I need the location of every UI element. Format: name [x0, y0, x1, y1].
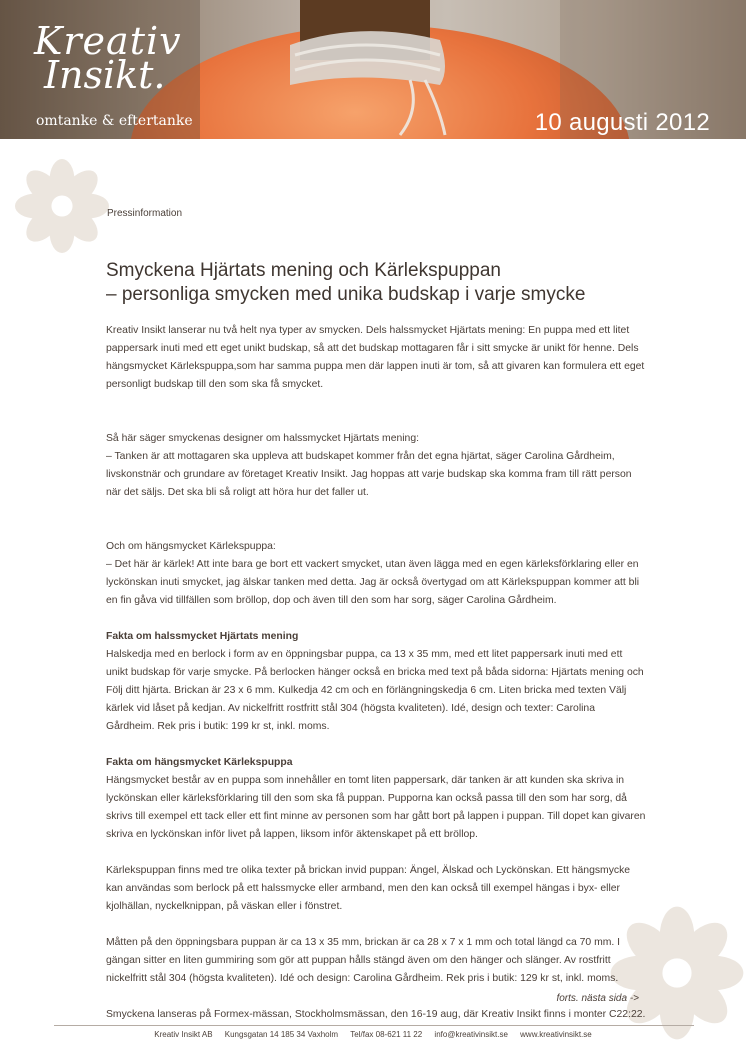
date: 10 augusti 2012: [534, 109, 710, 136]
paragraph-text: Kärlekspuppan finns med tre olika texter på brickan invid puppan: Ängel, Älskad och Lyckönskan. Ett hängsmycke kan användas som berlock på ett halssmycke eller armband, men den kan också till exempel hängas i byx- eller kjolhällan, nyckelknippan, på väskan eller i fönstret.: [106, 865, 631, 912]
paragraph: [106, 862, 646, 916]
title-line2: – personliga smycken med unika budskap i varje smycke: [106, 284, 586, 305]
footer-address: Kungsgatan 14 185 34 Vaxholm: [224, 1030, 339, 1039]
paragraph: [106, 754, 646, 844]
footer: [0, 1030, 746, 1039]
footer-web[interactable]: www.kreativinsikt.se: [520, 1030, 592, 1039]
paragraph-text: Och om hängsmycket Kärlekspuppa: – Det här är kärlek! Att inte bara ge bort ett vackert smycket, utan även lägga med en egen kärleksförklaring eller en lyckönskan inuti smycket, jag älskar tanken med detta. Jag är också övertygad om att Kärlekspuppan kommer att bli en fin gåva vid tillfällen som bröllop, dop och även till den som har sorg, säger Carolina Gårdheim.: [106, 541, 640, 606]
page-title: [106, 259, 585, 307]
paragraph-text: Så här säger smyckenas designer om halssmycket Hjärtats mening: – Tanken är att mottagaren ska uppleva att budskapet kommer från det egna hjärtat, säger Carolina Gårdheim, livskonstnär och grundare av företaget Kreativ Insikt. Jag hoppas att varje budskap ska komma fram till rätt person när det säljs. Det ska bli så roligt att höra hur det faller ut.: [106, 433, 632, 498]
continued-note: forts. nästa sida ->: [556, 993, 639, 1004]
section-heading: Fakta om hängsmycket Kärlekspuppa: [106, 757, 293, 768]
paragraph-text: Måtten på den öppningsbara puppan är ca 13 x 35 mm, brickan är ca 28 x 7 x 1 mm och total längd ca 70 mm. I gängan sitter en liten gummiring som gör att puppan hålls stängd även om den hänger och slänger. Av rostfritt nickelfritt stål 304 (högsta kvaliteten). Idé och design: Carolina Gårdheim. Rek pris i butik: 129 kr st, inkl. moms.: [106, 937, 621, 984]
title-line1: Smyckena Hjärtats mening och Kärlekspuppan: [106, 260, 501, 281]
logo-line2: Insikt.: [44, 53, 166, 97]
logo-line1: Kreativ: [34, 19, 182, 63]
paragraph-text: Smyckena lanseras på Formex-mässan, Stockholmsmässan, den 16-19 aug, där Kreativ Insikt finns i monter C22:22.: [106, 1009, 646, 1020]
paragraph-text: Hängsmycket består av en puppa som innehåller en tomt liten pappersark, där tanken är att kunden ska skriva in lyckönskan eller kärleksförklaring till den som ska få puppan. Pupporna kan också passa till den som har sorg, då skrivs till exempel ett tack eller ett fint minne av personen som har gått bort på lappen i puppan. Till dopet kan givaren skriva en lyckönskan inför livet på lappen, liksom inför äktenskapet på ett bröllop.: [106, 775, 646, 840]
logo: [34, 19, 193, 129]
paragraph-text: Kreativ Insikt lanserar nu två helt nya typer av smycken. Dels halssmycket Hjärtats mening: En puppa med ett litet pappersark inuti med ett eget unikt budskap, så att det budskap mottagaren får i sitt smycke är unikt för henne. Dels hängsmycket Kärlekspuppa,som har samma puppa men där lappen inuti är tom, så att givaren kan formulera ett eget personligt budskap till den som ska få smycket.: [106, 325, 645, 390]
paragraph: [106, 412, 646, 502]
footer-company: Kreativ Insikt AB: [154, 1030, 213, 1039]
section-heading: Fakta om halssmycket Hjärtats mening: [106, 631, 299, 642]
press-label: Pressinformation: [107, 208, 183, 219]
footer-phone: Tel/fax 08-621 11 22: [350, 1030, 423, 1039]
paragraph: [106, 934, 646, 988]
body-text: [106, 322, 646, 1042]
paragraph: [106, 520, 646, 610]
paragraph-text: Halskedja med en berlock i form av en öppningsbar puppa, ca 13 x 35 mm, med ett litet pappersark inuti med ett unikt budskap för varje smycke. På berlocken hänger också en bricka med text på båda sidorna: Hjärtats mening och Följ ditt hjärta. Brickan är 23 x 6 mm. Kulkedja 42 cm och en förlängningskedja 6 cm. Liten bricka med texten Välj kärlek vid låset på kedjan. Av nickelfritt rostfritt stål 304 (högsta kvaliteten). Idé, design och texter: Carolina Gårdheim. Rek pris i butik: 199 kr st, inkl. moms.: [106, 649, 644, 732]
paragraph: [106, 628, 646, 736]
flower-decoration-top-icon: [14, 154, 110, 258]
logo-tagline: omtanke & eftertanke: [36, 113, 193, 129]
footer-email[interactable]: info@kreativinsikt.se: [434, 1030, 508, 1039]
paragraph: [106, 322, 646, 394]
paragraph: [106, 1006, 646, 1024]
footer-divider: [54, 1025, 694, 1026]
header-banner: [0, 0, 746, 139]
